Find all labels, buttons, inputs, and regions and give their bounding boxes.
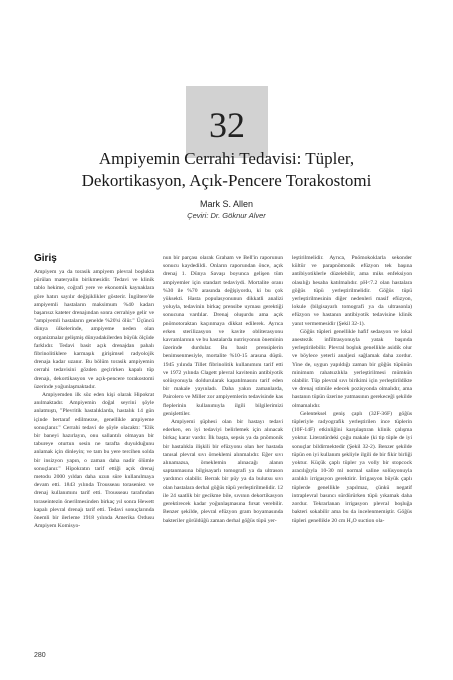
paragraph: Ampiyemden ilk söz eden kişi olarak Hipokrat anılmaktadır. Ampiyemin doğal seyrini şöyle anlatmıştı, "Plevritik hastalıklarda, hastalık 14 gün içinde bertaraf edilmezse, genellikle ampiyeme sonuçlanır." Cerrahi tedavi de şöyle olacaktı: "Elik bir baneyi hazırlayın, onu sallantılı olmayan bir tabureye oturtun sesin ne tarafta duyulduğunu anlamak için dinleyin; ve tam bu yere tercihen solda bir insizyon yapın, o zaman daha nadir ölümle sonuçlanır." Hipokratın tarif ettiği açık drenaj metodu 2000 yıldan daha uzun süre kullanılmaya devam etti. 1843 yılında Trousseau toraseniez ve drenaj kullanımını tarif etti. Trousseau tarafından toraseintezin önerilmesinden birkaç yıl sonra Hewett kapalı plevral drenajı tarif etti. Tedavi sonuçlarında önemli bir ilerleme 1918 yılında Amerika Ordusu Ampiyem Komisyo- [34,392,154,530]
section-heading: Giriş [34,253,57,264]
paragraph: Ampiyemi şüphesi olan bir hastayı tedavi ederken, en iyi tedaviyi belirlemek için alınacak birkaç karar vardır. İlk başta, sepsis ya da pnömonik bir hastalıkla ilişkili bir efüzyonu olan her hastada tanısal plevral sıvı örneklemi alınmalıdır. Eğer sıvı alınamazsa, örneklemin alınacağı alanın saptanmasına bilgisayarlı tomografi ya da ultrason yardımcı olabilir. Berrak bir püy ya da bulutsu sıvı olan hastalara derhal göğüs tüpü yerleştirilmelidir. 12 ile 24 saatlik bir gecikme bile, sıvının dekortikasyon gerektirecek kadar yoğunlaşmasına fırsat verebilir. Benzer şekilde, plevral efüzyon gram boyamasında bakteriler görüldüğü zaman derhal göğüs tüpü yer- [163,419,283,524]
author: Mark S. Allen [199,199,254,209]
chapter-number: 32 [209,105,245,145]
page-number: 280 [34,652,46,659]
column-3 [292,254,412,525]
translator: Çeviri: Dr. Göknur Alver [187,211,266,220]
paragraph: Göğüs tüpleri genellikle hafif sedasyon ve lokal anestezik infiltrasyonuyla yatak başında yerleştirilebilir. Plevral boşluk genellikle asidik olur ve böylece yeterli analjezi sağlamak daha zordur. Yine de, uygun yapıldığı zaman bir göğüs tüpünün minimum rahatsızlıkla yerleştirilmesi mümkün olabilir. Tüp plevral sıvı birikimi için yerleştirildikte ve drenaj stimüle edecek pozisyonda olmalıdır, ama hastanın tüpün üzerine yatmasının gerekeceği şekilde olmamalıdır. [292,328,412,409]
column-2 [163,254,283,525]
chapter-title-line2: Dekortikasyon, Açık-Pencere Torakostomi [81,171,372,190]
paragraph: Ampiyem ya da torasik ampiyem plevral boşlukta pürülan materyalin birikmesidir. Tedavi ve klinik tablo hekime, coğrafi yere ve ekonomik kaynaklara göre hatırı sayılır değişiklikler gösterir. İngiltere'de ampiyemli hastaların maksimum %40 kadarı başarısız kateter drenajından sonra cerrahiye gelir ve "ampiyemli hastaların genelde %20'si ölür." Üçüncü dünya ülkelerinde, ampiyeme neden olan organizmalar gelişmiş dünyadakilerden büyük ölçüde farklıdır. Tedavi basit açık drenajdan pahalı fibrinolitiklere karmaşık girişimsel radyolojik drenaja kadar uzanır. Bu bölüm torasik ampiyemin cerrahi tedavisini gözden geçirirken kapalı tüp drenajı, dekortikasyon ve açık-pencere torakostomi üzerinde yoğunlaşmaktadır. [34,269,154,390]
paragraph: leştirilmelidir. Ayrıca, Pnömokoklarla sekonder kültür ve parapnömonik efüzyon tek başına antibiyotiklerle düzelebilir, ama miks enfeksiyon olasılığı hesaba katılmalıdır. pH<7.2 olan hastalara göğüs tüpü yerleştirilmelidir. Göğüs tüpü yerleştirilmesinin diğer nedenleri masif efüzyon, lokule (bilgisayarlı tomografi ya da ultrasonla) efüzyon ve hastanın antibiyotik tedavisine klinik yanıt vermemesidir (Şekil 32-1). [292,255,412,327]
chapter-title-line1: Ampiyemin Cerrahi Tedavisi: Tüpler, [98,149,355,168]
paragraph: Gelenteksel geniş çaplı (32F-36F) göğüs tüpleriyle radyografik yerleştirilen ince tüplerin (10F-14F) etkinliğini karşılaştıran klinik çalışma yoktur. Literatürdeki çoğu makale (ki tip tüple de iyi sonuçlar bildirmektedir (Şekil 32-2). Benzer şekilde tüpün en iyi kullanım şekliyle ilgili de bir fikir birliği yoktur. Küçük çaplı tüpler ya volly bir stopcock aracılığıyla 10-30 ml normal saline solüsyonuyla aralıklı irrigasyon gerektirir. İrrigasyon büyük çaplı tüplerde genellikle yapılmaz, çünkü negatif intraplevral basıncı sürdürürken tüpü yıkamak daha zordur. Tekrarlanan irrigasyon plevral boşluğa bakteri sokabilir ama bu da incelenmemiştir. Göğüs tüpleri genellikle 20 cm H₂O suction ola- [292,410,412,524]
column-1 [34,268,154,531]
chapter-title [30,148,423,192]
paragraph: nun bir parçası olarak Graham ve Bell'in raporunun sonucu kaydedildi. Onların raporundan önce, açık drenaj 1. Dünya Savaşı boyunca gelişen tüm ampiyemler için standart tedaviydi. Mortalite oranı %30 ile %70 arasında değişiyordu, ki bu çok yüksekti. Hasta populasyonunun dikkatli analizi yoluyla, tedavinin birkaç prensibe uyması gerektiği sonucuna vardılar. Drenaj oluşurdu ama açık pnömotoraktan kaçınmaya dikkat edilerek. Ayrıca erken sterilizasyon ve kavite obliterasyonu kavramlarının ve bu hastalarda nutrisyonun öneminin üzerinde durdular. Bu basit prensiplerin benimsenmesiyle, mortalite %10-15 arasına düştü. 1945 yılında Tillet fibrinolitik kullanımını tarif etti ve 1972 yılında Clagett plevral kavitenin antibiyotik solüsyonuyla doldurularak kapatılmasını tarif eden bir makale yayınladı. Daha yakın zamanlarda, Pairolero ve Miller zor ampiyemlerin tedavisinde kas fleplerinin kullanımıyla ilgili bilgilerimizi genişlettiler. [163,255,283,417]
